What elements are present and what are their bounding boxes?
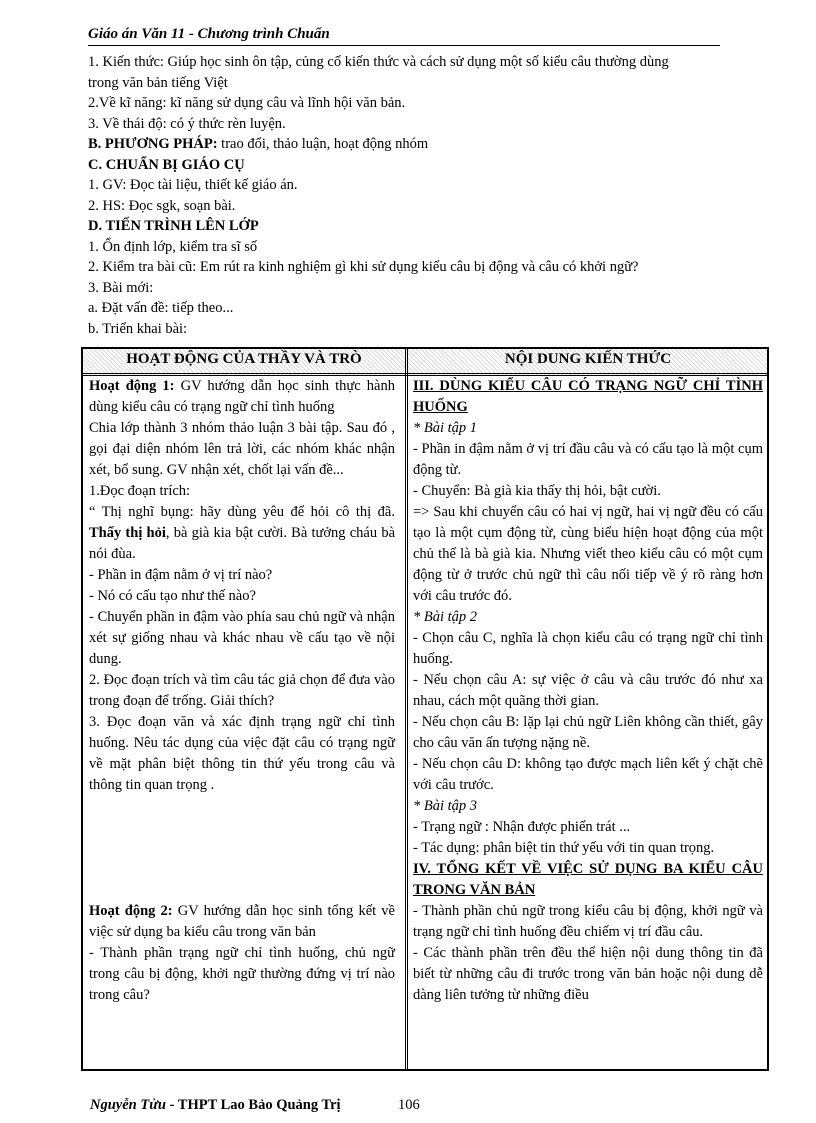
content-line: - Nếu chọn câu D: không tạo được mạch liên kết ý chặt chẽ với câu trước.	[413, 756, 763, 793]
activity-2-label: Hoạt động 2:	[89, 903, 173, 919]
quote-bold: Thấy thị hỏi	[89, 525, 166, 541]
exercise-3-heading: * Bài tập 3	[413, 798, 478, 814]
process-heading: D. TIẾN TRÌNH LÊN LỚP	[88, 218, 259, 234]
page-footer	[90, 1097, 420, 1114]
prep-heading: C. CHUẨN BỊ GIÁO CỤ	[88, 156, 245, 173]
footer-author: Nguyễn Tửu -	[90, 1097, 175, 1113]
process-line: 3. Bài mới:	[88, 279, 154, 296]
lesson-table	[81, 347, 769, 1071]
quote	[89, 502, 395, 565]
question: 3. Đọc đoạn văn và xác định trạng ngữ chỉ tình huống. Nêu tác dụng của việc đặt câu có trạng ngữ về mặt phân biệt thông tin thứ yếu trong câu và thông tin quan trọng .	[89, 714, 395, 793]
header-activities: HOẠT ĐỘNG CỦA THẦY VÀ TRÒ	[126, 351, 362, 367]
objective-line: 1. Kiến thức: Giúp học sinh ôn tập, củng cố kiến thức và cách sử dụng một số kiểu câu thường dùng	[88, 54, 669, 70]
question: - Nó có cấu tạo như thế nào?	[89, 588, 256, 604]
question: 2. Đọc đoạn trích và tìm câu tác giả chọn để đưa vào trong đoạn để trống. Giải thích?	[89, 672, 395, 709]
content-line: - Các thành phần trên đều thể hiện nội dung thông tin đã biết từ những câu đi trước trong văn bản hoặc nội dung dễ dàng liên tưởng từ những điều	[413, 945, 763, 1003]
objective-line: 2.Về kĩ năng: kĩ năng sử dụng câu và lĩnh hội văn bản.	[88, 95, 406, 111]
question: - Chuyển phần in đậm vào phía sau chủ ngữ và nhận xét sự giống nhau và khác nhau về cấu tạo về nội dung.	[89, 609, 395, 667]
activity-line: 1.Đọc đoạn trích:	[89, 483, 191, 499]
column-divider	[405, 349, 408, 1069]
header-content: NỘI DUNG KIẾN THỨC	[504, 351, 672, 367]
content-line: - Chuyển: Bà già kia thấy thị hỏi, bật cười.	[413, 483, 661, 499]
table-header	[83, 349, 767, 376]
content-line: - Chọn câu C, nghĩa là chọn kiểu câu có trạng ngữ chỉ tình huống.	[413, 630, 763, 667]
section-3-heading: III. DÙNG KIỂU CÂU CÓ TRẠNG NGỮ CHỈ TÌNH HUỐNG	[413, 378, 763, 415]
method-label: B. PHƯƠNG PHÁP:	[88, 136, 218, 152]
activity-1-label: Hoạt động 1:	[89, 378, 175, 394]
content-line: - Nếu chọn câu A: sự việc ở câu và câu trước đó như xa nhau, cách một quãng thời gian.	[413, 672, 763, 709]
prep-line: 1. GV: Đọc tài liệu, thiết kế giáo án.	[88, 177, 298, 193]
header-rule	[88, 45, 720, 46]
quote-pre: “ Thị nghĩ bụng: hãy dùng yêu để hỏi cô thị đã.	[89, 504, 395, 520]
process-line: 2. Kiểm tra bài cũ: Em rút ra kinh nghiệm gì khi sử dụng kiểu câu bị động và câu có khởi ngữ?	[88, 259, 639, 275]
activity-line: - Thành phần trạng ngữ chỉ tình huống, chủ ngữ trong câu bị động, khởi ngữ thường đứng vị trí nào trong câu?	[89, 945, 395, 1003]
content-line: - Trạng ngữ : Nhận được phiến trát ...	[413, 819, 631, 835]
footer-school: THPT Lao Bảo Quảng Trị	[174, 1097, 341, 1113]
page-number: 106	[398, 1097, 420, 1113]
objective-line: 3. Về thái độ: có ý thức rèn luyện.	[88, 115, 286, 132]
exercise-2-heading: * Bài tập 2	[413, 609, 478, 625]
page-header: Giáo án Văn 11 - Chương trình Chuẩn	[88, 26, 330, 42]
question: - Phần in đậm nằm ở vị trí nào?	[89, 567, 273, 583]
process-line: b. Triển khai bài:	[88, 320, 188, 337]
content-column	[413, 376, 763, 1006]
content-line: - Tác dụng: phân biệt tin thứ yếu với tin quan trọng.	[413, 840, 715, 856]
exercise-1-heading: * Bài tập 1	[413, 420, 478, 436]
process-line: a. Đặt vấn đề: tiếp theo...	[88, 300, 234, 316]
activity-2-text: GV hướng dẫn học sinh tổng kết về việc sử dụng ba kiểu câu trong văn bản	[89, 903, 395, 940]
content-line: - Thành phần chủ ngữ trong kiểu câu bị động, khởi ngữ và trạng ngữ chỉ tình huống đều chiếm vị trí đầu câu.	[413, 903, 763, 940]
quote-post: , bà già kia bật cười. Bà tưởng cháu bà nói đùa.	[89, 525, 395, 562]
content-line: - Phần in đậm nằm ở vị trí đầu câu và có cấu tạo là một cụm động từ.	[413, 441, 763, 478]
content-line: => Sau khi chuyển câu có hai vị ngữ, hai vị ngữ đều có cấu tạo là một cụm động từ, cùng biểu hiện hoạt động của một chủ thể là bà già kia. Nhưng viết theo kiểu câu có một cụm động từ ở trước chủ ngữ thì câu nối tiếp về ý rõ ràng hơn với câu trước đó.	[413, 504, 763, 604]
activity-line: Chia lớp thành 3 nhóm thảo luận 3 bài tập. Sau đó , gọi đại diện nhóm lên trả lời, các nhóm khác nhận xét, bổ sung. GV nhận xét, chốt lại vấn đề...	[89, 420, 395, 478]
method-line	[88, 134, 786, 155]
activity-2	[89, 901, 395, 943]
prep-line: 2. HS: Đọc sgk, soạn bài.	[88, 197, 236, 214]
method-text: trao đổi, thảo luận, hoạt động nhóm	[217, 136, 429, 152]
section-4-heading: IV. TỔNG KẾT VỀ VIỆC SỬ DỤNG BA KIỂU CÂU TRONG VĂN BẢN	[413, 861, 763, 898]
activity-1	[89, 376, 395, 418]
objective-line: trong văn bản tiếng Việt	[88, 74, 228, 91]
activity-1-text: GV hướng dẫn học sinh thực hành dùng kiểu câu có trạng ngữ chỉ tình huống	[89, 378, 395, 415]
process-line: 1. Ổn định lớp, kiểm tra sĩ số	[88, 238, 258, 255]
content-line: - Nếu chọn câu B: lặp lại chủ ngữ Liên không cần thiết, gây cho câu văn ấn tượng nặng nề.	[413, 714, 763, 751]
activities-column	[89, 376, 395, 1006]
intro-section	[88, 52, 786, 339]
